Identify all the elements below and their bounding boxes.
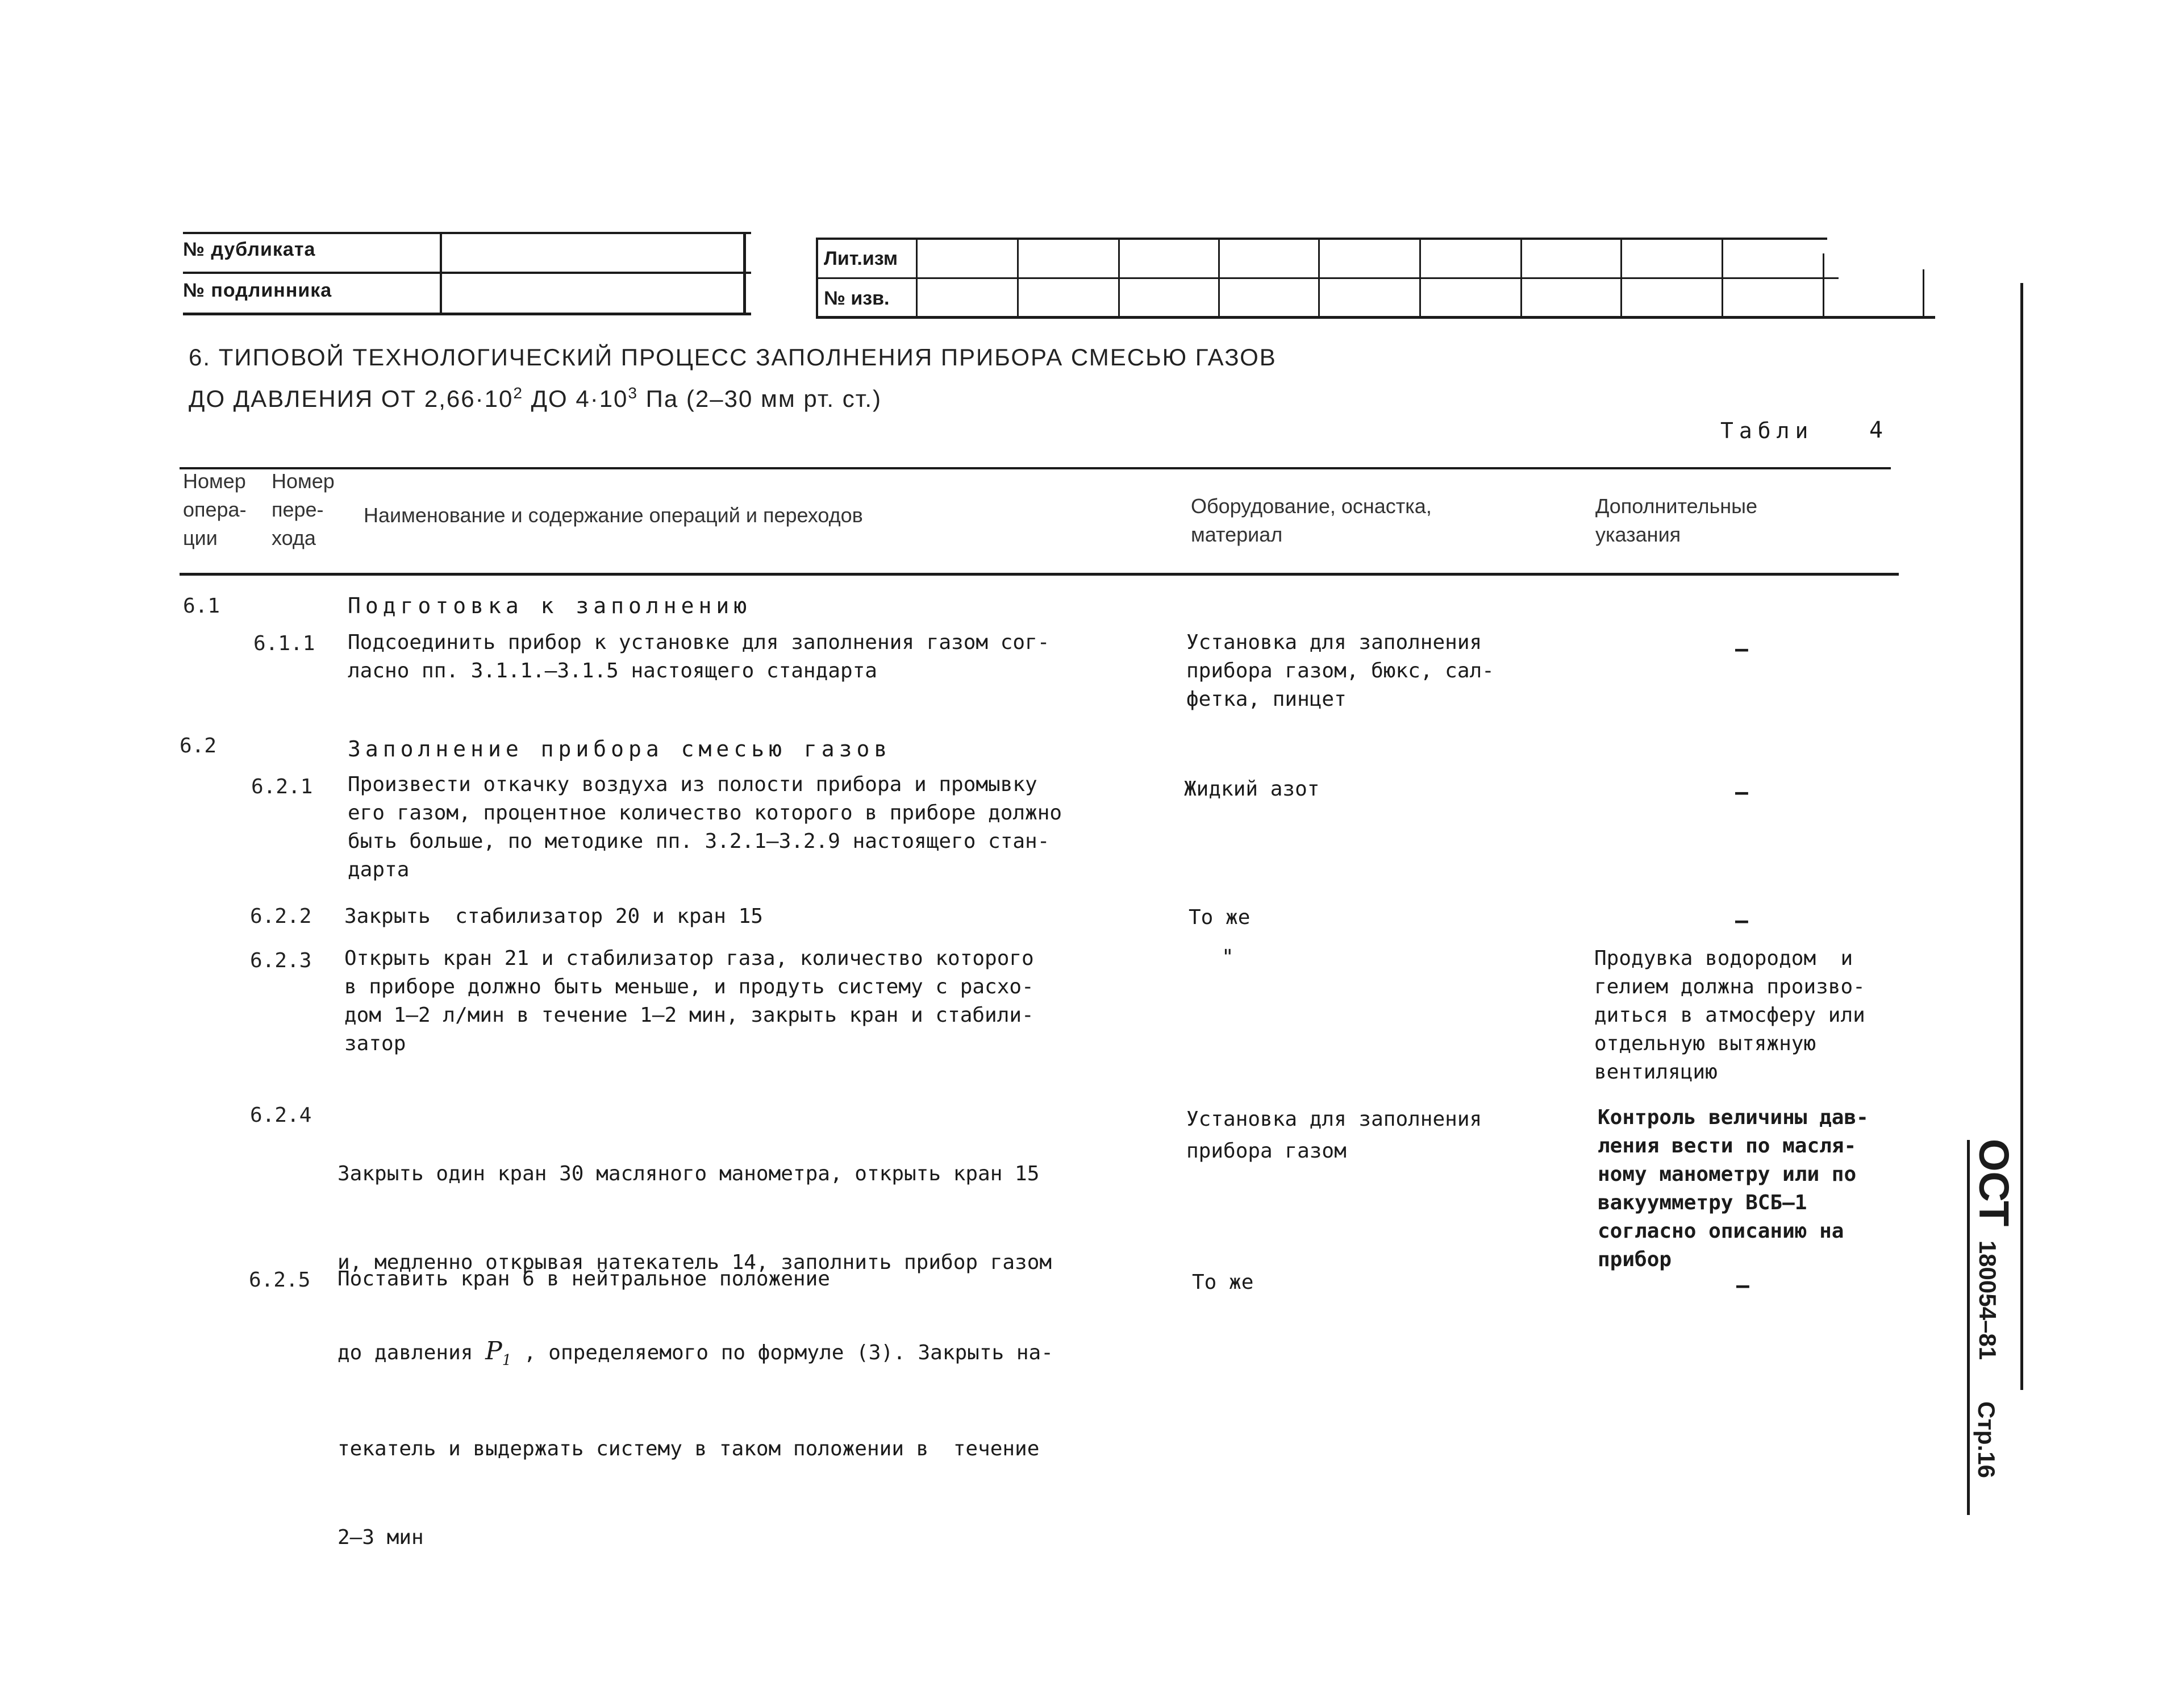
step-number: 6.2.4 xyxy=(250,1104,312,1127)
step-number: 6.2.5 xyxy=(249,1268,311,1292)
section-title-line1: 6. ТИПОВОЙ ТЕХНОЛОГИЧЕСКИЙ ПРОЦЕСС ЗАПОЛНЕНИЯ ПРИБОРА СМЕСЬЮ ГАЗОВ xyxy=(189,344,1277,371)
rev-notice-label: № изв. xyxy=(824,288,890,309)
header-step-number: Номер пере- хода xyxy=(272,469,335,550)
step-number: 6.2.3 xyxy=(250,949,312,972)
operation-title: Подготовка к заполнению xyxy=(348,593,752,618)
standard-number-prefix: 18 xyxy=(1974,1240,2001,1267)
standard-number: 0054–81 xyxy=(1974,1267,2001,1360)
table-number: 4 xyxy=(1869,417,1883,443)
step-equipment: " xyxy=(1222,946,1234,969)
step-note: – xyxy=(1735,908,1748,933)
step-equipment: То же xyxy=(1192,1271,1254,1294)
step-note: – xyxy=(1736,1273,1749,1298)
operation-number: 6.1 xyxy=(183,594,220,618)
table-label: Табли xyxy=(1720,418,1814,443)
step-number: 6.2.1 xyxy=(251,775,313,798)
step-equipment: Жидкий азот xyxy=(1184,777,1320,801)
section-title-line2: ДО ДАВЛЕНИЯ ОТ $2,66\cdot 10^2$ ДО $4\cdot 10^3$ Па (2–30 мм рт. ст.) xyxy=(189,384,882,412)
step-equipment: Установка для заполнения прибора газом xyxy=(1186,1108,1482,1163)
operation-number: 6.2 xyxy=(180,734,217,757)
header-operation-content: Наименование и содержание операций и переходов xyxy=(364,503,863,527)
header-equipment: Оборудование, оснастка, материал xyxy=(1191,494,1432,546)
ost-label: ОСТ xyxy=(1970,1139,2018,1227)
step-text: Подсоединить прибор к установке для заполнения газом сог- ласно пп. 3.1.1.–3.1.5 настоящего стандарта xyxy=(348,631,1050,682)
step-number: 6.1.1 xyxy=(253,632,315,655)
operation-title: Заполнение прибора смесью газов xyxy=(348,736,892,761)
step-note: – xyxy=(1735,636,1748,661)
step-number: 6.2.2 xyxy=(250,905,312,928)
page-number: Стр.16 xyxy=(1973,1401,2000,1478)
step-equipment: То же xyxy=(1189,906,1251,929)
pressure-symbol: $P_1$ xyxy=(485,1337,512,1369)
standard-code xyxy=(1970,1139,2018,1360)
header-operation-number: Номер опера- ции xyxy=(183,469,247,550)
header-notes: Дополнительные указания xyxy=(1595,494,1757,546)
step-equipment: Установка для заполнения прибора газом, бюкс, сал- фетка, пинцет xyxy=(1186,631,1494,711)
step-text: Открыть кран 21 и стабилизатор газа, количество которого в приборе должно быть меньше, и продуть систему с расхо- дом 1–2 л/мин в течение 1–2 мин, закрыть кран и стабили- затор xyxy=(344,947,1034,1055)
step-text: Произвести откачку воздуха из полости прибора и промывку его газом, процентное количество которого в приборе должно быть больше, по методике пп. 3.2.1–3.2.9 настоящего стан- дарта xyxy=(348,773,1062,881)
step-note: Контроль величины дав- ления вести по масля- ному манометру или по вакуумметру ВСБ–1 согласно описанию на прибор xyxy=(1598,1106,1869,1271)
step-note: Продувка водородом и гелием должна произво- диться в атмосферу или отдельную вытяжную вентиляцию xyxy=(1594,947,1865,1084)
step-text: Закрыть один кран 30 масляного манометра, открыть кран 15 и, медленно открывая натекатель 14, заполнить прибор газом до давления $P_1$ , определяемого по формуле (3). Закрыть на- текатель и выдержать систему в таком положении в течение 2–3 мин xyxy=(337,1162,1053,1549)
step-text: Закрыть стабилизатор 20 и кран 15 xyxy=(344,905,763,928)
original-label: № подлинника xyxy=(183,280,332,301)
step-note: – xyxy=(1735,780,1748,805)
step-text: Поставить кран 6 в нейтральное положение xyxy=(337,1267,830,1291)
duplicate-label: № дубликата xyxy=(183,239,316,260)
lit-label: Лит.изм xyxy=(824,248,898,269)
